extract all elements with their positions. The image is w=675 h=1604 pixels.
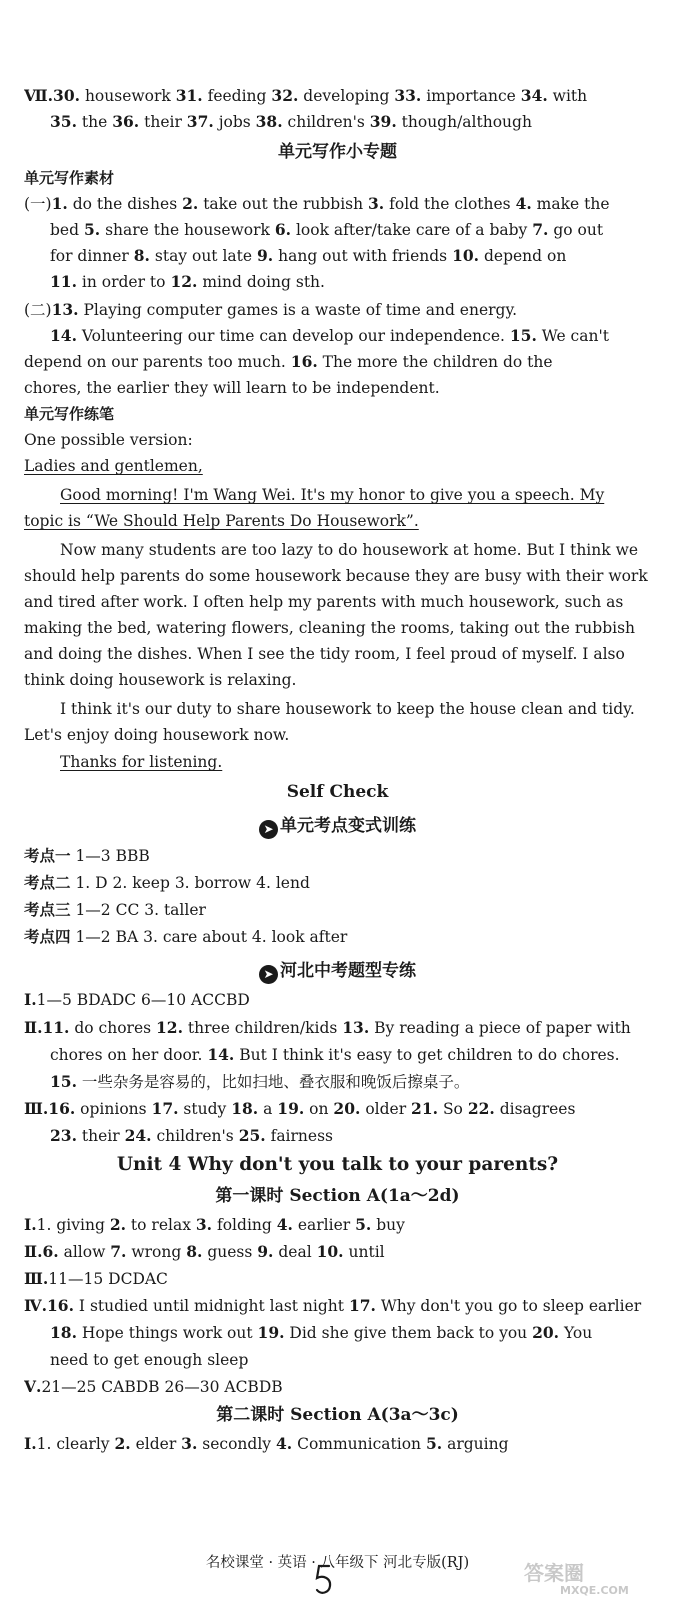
answer-line: [24, 1431, 675, 1457]
essay-line: making the bed, watering flowers, cleaning the rooms, taking out the rubbish: [24, 619, 636, 637]
point-line: [24, 870, 675, 896]
item-number: 7.: [532, 220, 549, 239]
item-number: 12.: [156, 1018, 183, 1037]
item-number: 11.: [50, 272, 77, 291]
item-number: 11.: [42, 1018, 70, 1037]
item-text: the: [76, 113, 113, 131]
item-text: giving: [51, 1216, 110, 1234]
item-number: 2.: [182, 194, 199, 213]
item-text: 1.: [36, 1435, 52, 1453]
item-text: 1—5 BDADC 6—10 ACCBD: [36, 991, 250, 1009]
item-text: share the housework: [100, 221, 275, 239]
item-number: Ⅶ.: [24, 86, 54, 105]
item-text: buy: [371, 1216, 405, 1234]
item-text: earlier: [292, 1216, 356, 1234]
item-number: 18.: [231, 1099, 259, 1118]
item-number: 10.: [452, 246, 480, 265]
page-number-glyph: [305, 1560, 345, 1600]
item-number: 5.: [355, 1215, 372, 1234]
item-number: 21.: [411, 1099, 439, 1118]
item-number: 4.: [275, 1434, 293, 1453]
item-number: 3.: [195, 1215, 213, 1234]
answer-line: [24, 191, 675, 217]
svg-text:答案圈: 答案圈: [524, 1561, 584, 1585]
item-number: 1.: [51, 194, 68, 213]
point-line: [24, 843, 675, 869]
watermark-logo: [520, 1556, 670, 1598]
item-text: We can't: [536, 327, 609, 345]
essay-closing: Thanks for listening.: [60, 753, 223, 771]
item-text: do chores: [69, 1019, 157, 1037]
item-text: study: [178, 1100, 232, 1118]
item-text: feeding: [202, 87, 272, 105]
item-number: 19.: [257, 1323, 285, 1342]
item-text: fairness: [265, 1127, 333, 1145]
item-number: 4.: [515, 194, 532, 213]
item-text: stay out late: [149, 247, 257, 265]
watermark-graphic: [520, 1556, 670, 1598]
item-text: until: [343, 1243, 385, 1261]
item-number: 8.: [133, 246, 150, 265]
item-text: 1.: [36, 1216, 52, 1234]
item-text: make the: [531, 195, 610, 213]
item-number: 3.: [368, 194, 385, 213]
item-text: disagrees: [494, 1100, 576, 1118]
item-number: 5.: [425, 1434, 443, 1453]
item-text: older: [360, 1100, 412, 1118]
item-text: chores, the earlier they will learn to be independent.: [24, 379, 440, 397]
essay-line: topic is “We Should Help Parents Do Housework”.: [24, 512, 419, 530]
point-label: 考点二: [24, 873, 71, 892]
item-text: 11—15 DCDAC: [48, 1270, 168, 1288]
heading-writing-practice: 单元写作练笔: [24, 405, 115, 423]
item-text: children's: [151, 1127, 239, 1145]
point-answer: 1—2 BA 3. care about 4. look after: [70, 928, 348, 946]
item-number: 16.: [290, 352, 318, 371]
item-text: Did she give them back to you: [284, 1324, 533, 1342]
point-label: 考点四: [24, 927, 71, 946]
answer-line: [24, 1374, 675, 1400]
essay-line: Let's enjoy doing housework now.: [24, 726, 290, 744]
item-number: 25.: [238, 1126, 266, 1145]
item-text: Playing computer games is a waste of time and energy.: [78, 301, 518, 319]
item-number: Ⅲ.: [24, 1099, 49, 1118]
item-number: Ⅲ.: [24, 1269, 49, 1288]
item-text: folding: [212, 1216, 277, 1234]
item-text: mind doing sth.: [197, 273, 325, 291]
item-text: arguing: [442, 1435, 509, 1453]
item-number: 32.: [271, 86, 299, 105]
item-number: 37.: [186, 112, 214, 131]
answer-line: [50, 1320, 675, 1346]
item-text: go out: [548, 221, 604, 239]
heading-writing-material: 单元写作素材: [24, 169, 115, 187]
item-text: need to get enough sleep: [50, 1351, 249, 1369]
answer-line: [24, 1239, 675, 1265]
answer-line: [24, 83, 675, 109]
item-text: So: [438, 1100, 468, 1118]
item-number: 10.: [316, 1242, 344, 1261]
answer-line: [24, 987, 675, 1013]
item-number: 30.: [53, 86, 81, 105]
point-answer: 1. D 2. keep 3. borrow 4. lend: [70, 874, 310, 892]
item-text: guess: [202, 1243, 258, 1261]
item-text: (二): [24, 301, 52, 319]
item-text: elder: [130, 1435, 182, 1453]
item-number: 35.: [50, 112, 77, 131]
item-text: developing: [298, 87, 395, 105]
item-number: 39.: [369, 112, 397, 131]
item-number: Ⅰ.: [24, 990, 37, 1009]
item-text: 21—25 CABDB 26—30 ACBDB: [41, 1378, 283, 1396]
answer-line: [50, 269, 675, 295]
item-text: on: [304, 1100, 334, 1118]
answer-line: [24, 1293, 675, 1319]
answer-line: [50, 1123, 675, 1149]
item-number: 16.: [48, 1099, 76, 1118]
page-number: [305, 1560, 345, 1600]
item-text: with: [547, 87, 588, 105]
essay-line: think doing housework is relaxing.: [24, 671, 297, 689]
heading-unit-points: [0, 813, 675, 839]
heading-lesson1: 第一课时 Section A(1a～2d): [215, 1186, 460, 1206]
item-number: 8.: [186, 1242, 203, 1261]
item-number: 23.: [50, 1126, 77, 1145]
item-number: 14.: [50, 326, 77, 345]
item-number: 20.: [532, 1323, 560, 1342]
item-number: Ⅳ.: [24, 1296, 47, 1315]
item-number: 9.: [257, 1242, 274, 1261]
item-text: a: [258, 1100, 278, 1118]
item-text: chores on her door.: [50, 1046, 208, 1064]
item-text: wrong: [126, 1243, 187, 1261]
item-text: take out the rubbish: [198, 195, 369, 213]
answer-line: [50, 243, 675, 269]
item-number: 31.: [175, 86, 203, 105]
item-text: hang out with friends: [273, 247, 453, 265]
item-text: opinions: [75, 1100, 152, 1118]
essay-line: and tired after work. I often help my parents with much housework, such as: [24, 593, 624, 611]
item-text: I studied until midnight last night: [73, 1297, 349, 1315]
heading-unit4: Unit 4 Why don't you talk to your parents?: [116, 1154, 559, 1175]
answer-line: [24, 297, 675, 323]
heading-hebei-text: 河北中考题型专练: [280, 961, 416, 981]
arrow-circle-icon: ➤: [259, 965, 278, 984]
item-text: for dinner: [50, 247, 134, 265]
item-text: Hope things work out: [76, 1324, 258, 1342]
answer-line: [50, 1347, 675, 1373]
essay-line: Now many students are too lazy to do housework at home. But I think we: [60, 541, 639, 559]
item-number: 15.: [509, 326, 537, 345]
heading-unit-points-text: 单元考点变式训练: [280, 816, 416, 836]
item-number: 9.: [257, 246, 274, 265]
item-number: 6.: [274, 220, 292, 239]
item-text: though/although: [396, 113, 532, 131]
answer-line: [24, 1212, 675, 1238]
item-text: 一些杂务是容易的，比如扫地、叠衣服和晚饭后擦桌子。: [76, 1073, 470, 1091]
essay-greeting: Ladies and gentlemen,: [24, 457, 203, 475]
answer-line: [24, 349, 675, 375]
svg-text:MXQE.COM: MXQE.COM: [560, 1584, 629, 1597]
heading-lesson2: 第二课时 Section A(3a～3c): [216, 1405, 459, 1425]
item-number: 36.: [112, 112, 140, 131]
item-number: Ⅱ.: [24, 1242, 43, 1261]
item-text: Communication: [292, 1435, 426, 1453]
item-number: 24.: [124, 1126, 152, 1145]
item-number: 2.: [114, 1434, 131, 1453]
item-number: 7.: [110, 1242, 127, 1261]
essay-line: I think it's our duty to share housework to keep the house clean and tidy.: [60, 700, 635, 718]
item-number: 19.: [277, 1099, 305, 1118]
heading-self-check: Self Check: [286, 782, 389, 802]
item-text: their: [76, 1127, 125, 1145]
item-text: Why don't you go to sleep earlier: [375, 1297, 642, 1315]
answer-line: [24, 375, 675, 401]
arrow-circle-icon: ➤: [259, 820, 278, 839]
essay-line: and doing the dishes. When I see the tidy room, I feel proud of myself. I also: [24, 645, 625, 663]
item-number: 17.: [151, 1099, 179, 1118]
item-number: Ⅰ.: [24, 1434, 37, 1453]
essay-line: Good morning! I'm Wang Wei. It's my honor to give you a speech. My: [60, 486, 605, 504]
item-text: depend on: [479, 247, 567, 265]
item-number: 2.: [109, 1215, 126, 1234]
essay-intro: One possible version:: [24, 431, 193, 449]
item-text: But I think it's easy to get children to do chores.: [234, 1046, 620, 1064]
answer-line: [50, 217, 675, 243]
item-number: 12.: [170, 272, 198, 291]
item-number: Ⅰ.: [24, 1215, 37, 1234]
item-number: 15.: [50, 1072, 77, 1091]
item-text: in order to: [76, 273, 171, 291]
item-text: By reading a piece of paper with: [369, 1019, 631, 1037]
item-number: 18.: [50, 1323, 77, 1342]
item-text: housework: [80, 87, 176, 105]
item-text: allow: [58, 1243, 111, 1261]
item-text: their: [139, 113, 187, 131]
point-label: 考点三: [24, 900, 71, 919]
item-number: 4.: [276, 1215, 293, 1234]
item-text: You: [559, 1324, 593, 1342]
point-answer: 1—3 BBB: [70, 847, 150, 865]
point-answer: 1—2 CC 3. taller: [70, 901, 206, 919]
item-number: 17.: [348, 1296, 376, 1315]
item-text: Volunteering our time can develop our independence.: [76, 327, 510, 345]
item-number: 5.: [83, 220, 101, 239]
item-number: 13.: [342, 1018, 370, 1037]
answer-line: [50, 1042, 675, 1068]
item-number: 14.: [207, 1045, 235, 1064]
item-number: 34.: [520, 86, 548, 105]
item-text: look after/take care of a baby: [291, 221, 533, 239]
item-text: depend on our parents too much.: [24, 353, 291, 371]
item-number: Ⅴ.: [24, 1377, 42, 1396]
item-number: 3.: [181, 1434, 198, 1453]
item-number: 20.: [333, 1099, 361, 1118]
answer-line: [50, 109, 675, 135]
item-text: jobs: [213, 113, 256, 131]
item-text: children's: [282, 113, 370, 131]
item-number: Ⅱ.: [24, 1018, 43, 1037]
heading-writing-topic: 单元写作小专题: [278, 142, 397, 162]
item-text: three children/kids: [182, 1019, 343, 1037]
heading-hebei: [0, 958, 675, 984]
item-text: to relax: [126, 1216, 196, 1234]
item-text: fold the clothes: [384, 195, 516, 213]
item-number: 38.: [255, 112, 283, 131]
point-line: [24, 897, 675, 923]
essay-line: should help parents do some housework because they are busy with their work: [24, 567, 648, 585]
answer-line: [24, 1266, 675, 1292]
item-text: The more the children do the: [317, 353, 553, 371]
item-text: deal: [273, 1243, 317, 1261]
item-text: clearly: [51, 1435, 115, 1453]
item-text: secondly: [197, 1435, 276, 1453]
point-label: 考点一: [24, 846, 71, 865]
item-text: bed: [50, 221, 84, 239]
answer-line: [24, 1015, 675, 1041]
page-footer: 名校课堂 · 英语 · 八年级下 河北专版(RJ): [205, 1555, 470, 1571]
item-number: 13.: [51, 300, 79, 319]
point-line: [24, 924, 675, 950]
answer-line: [24, 1096, 675, 1122]
item-text: (一): [24, 195, 52, 213]
item-number: 6.: [42, 1242, 59, 1261]
item-number: 16.: [47, 1296, 74, 1315]
item-number: 33.: [394, 86, 422, 105]
item-text: do the dishes: [67, 195, 183, 213]
answer-line: [50, 1069, 675, 1095]
item-text: importance: [421, 87, 521, 105]
item-number: 22.: [467, 1099, 495, 1118]
answer-line: [50, 323, 675, 349]
